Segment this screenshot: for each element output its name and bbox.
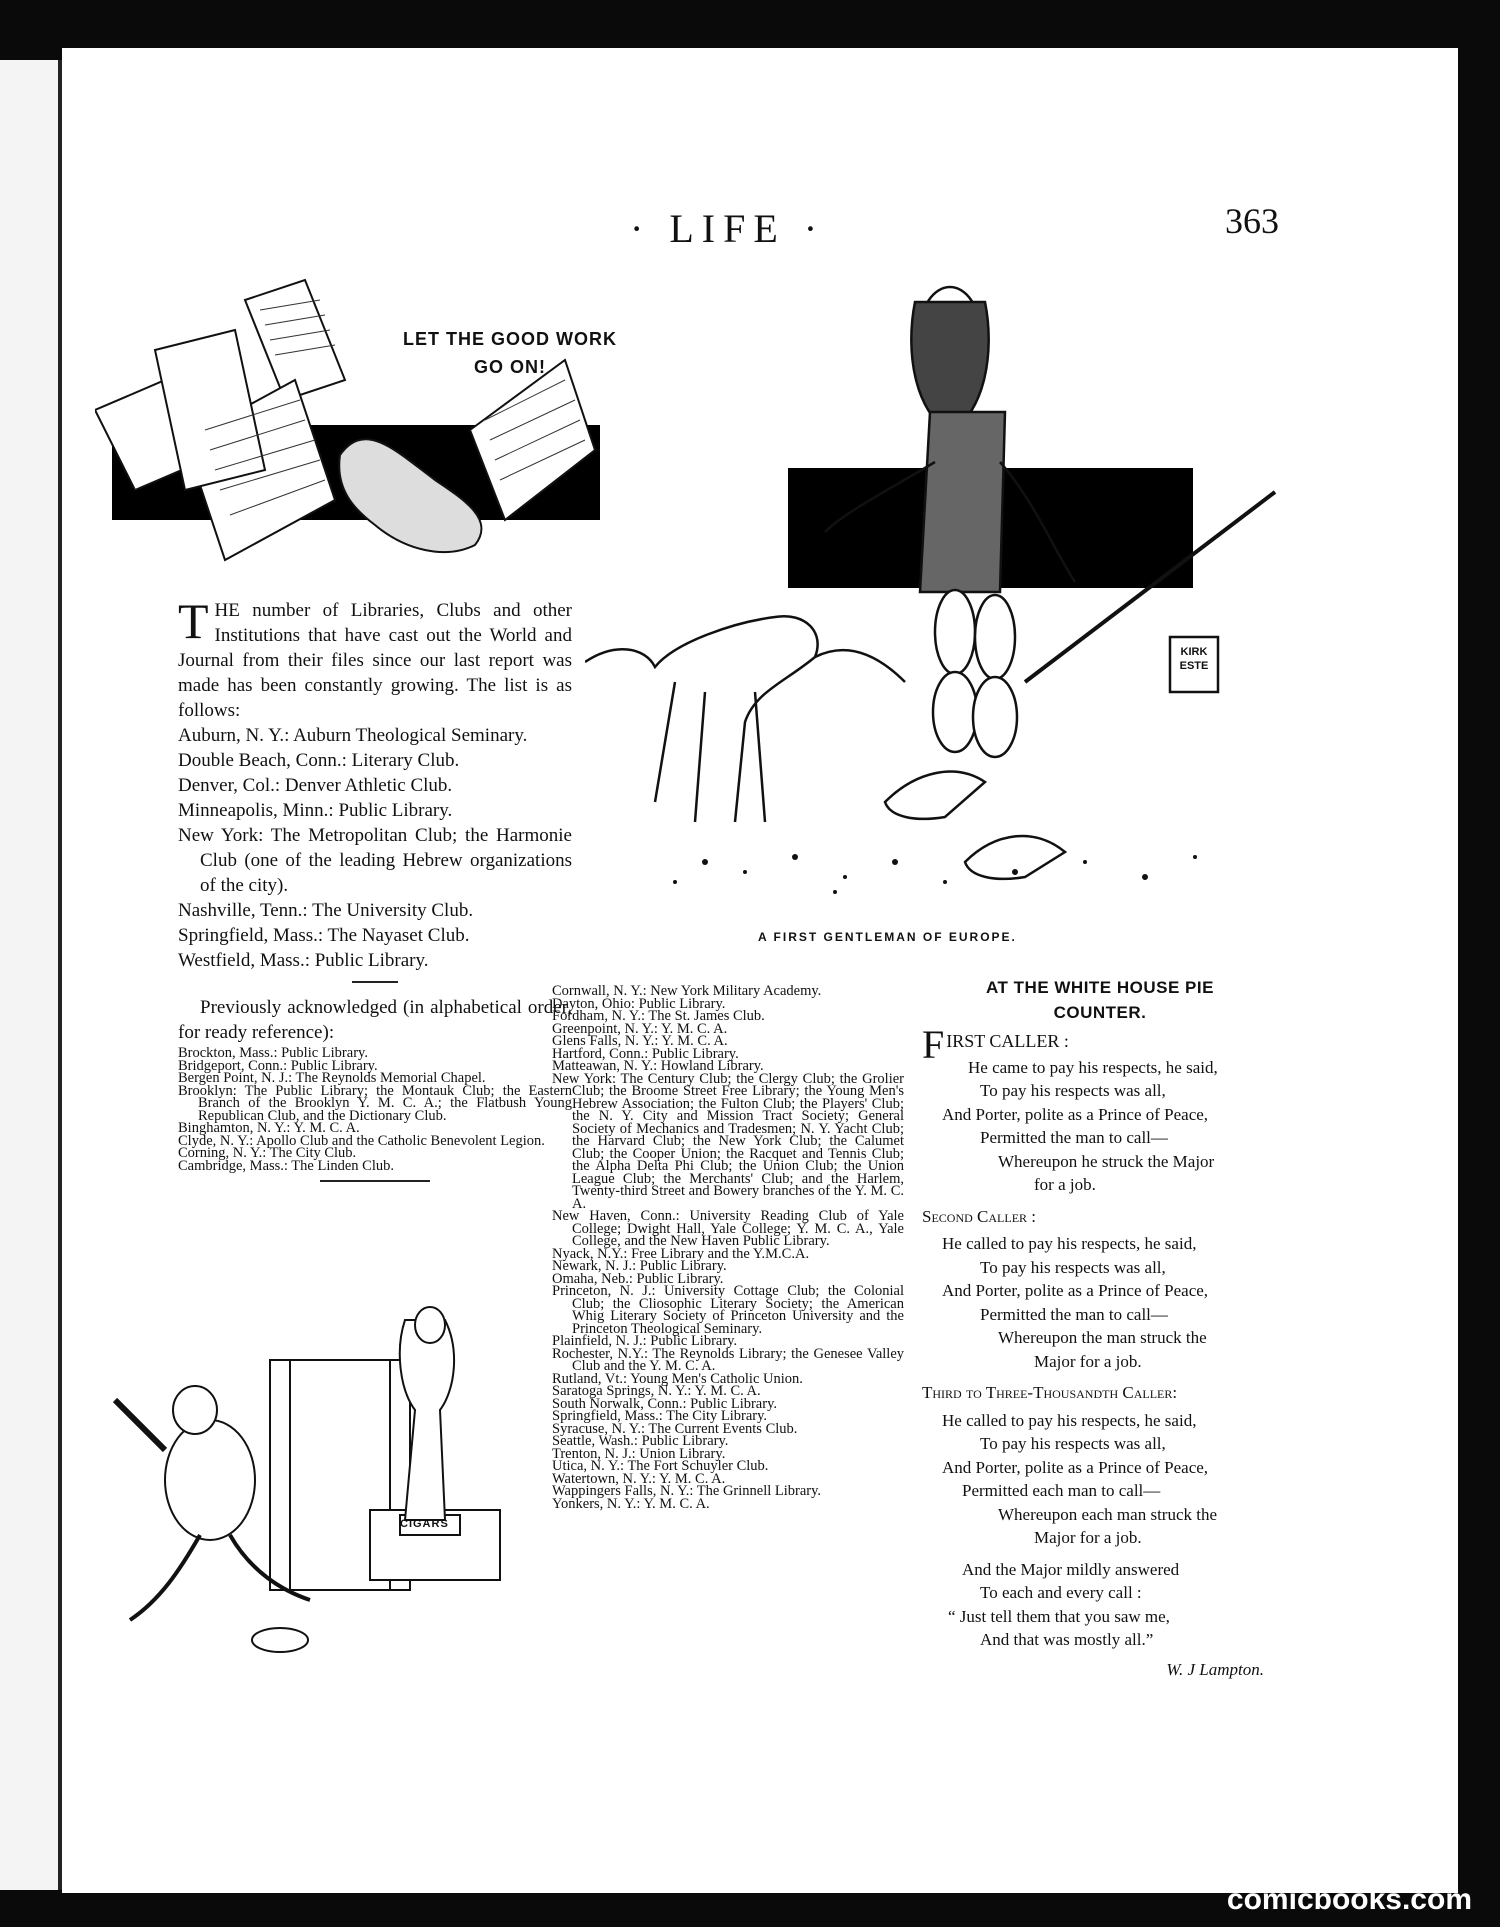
list-item: New York: The Metropolitan Club; the Harmonie Club (one of the leading Hebrew organizations of the city).	[178, 825, 572, 896]
cigars-box-label: CIGARS	[400, 1518, 449, 1530]
list-item: Utica, N. Y.: The Fort Schuyler Club.	[552, 1458, 769, 1474]
poem-line: And that was mostly all.”	[980, 1630, 1154, 1649]
poem-line: And the Major mildly answered	[962, 1559, 1180, 1579]
poem-title-line2: COUNTER.	[1053, 1003, 1147, 1022]
list-item: Springfield, Mass.: The Nayaset Club.	[178, 925, 470, 946]
poem-line: And Porter, polite as a Prince of Peace,	[942, 1281, 1209, 1300]
poem-line: To pay his respects was all,	[980, 1434, 1166, 1453]
list-item: Bergen Point, N. J.: The Reynolds Memorial Chapel.	[178, 1070, 486, 1086]
cartoon-caption: A FIRST GENTLEMAN OF EUROPE.	[758, 930, 1017, 944]
article-heading-line2: GO ON!	[474, 357, 546, 377]
poem-signature: W. J Lampton.	[1166, 1659, 1264, 1679]
poem-line: To pay his respects was all,	[980, 1081, 1166, 1100]
page-number: 363	[1225, 201, 1279, 241]
list-item: Double Beach, Conn.: Literary Club.	[178, 750, 460, 771]
previous-list-col2	[552, 985, 904, 1510]
watermark: comicbooks.com	[1226, 1883, 1472, 1916]
poem-line: He called to pay his respects, he said,	[942, 1234, 1197, 1253]
poem-line: He called to pay his respects, he said,	[942, 1410, 1197, 1430]
poem-line: Major for a job.	[1034, 1351, 1142, 1371]
list-item: Bridgeport, Conn.: Public Library.	[178, 1057, 378, 1074]
article-intro-text: HE number of Libraries, Clubs and other Institutions that have cast out the World and Journal from their files since our last report was made has been constantly growing. The list is as follows:	[178, 600, 572, 721]
article-heading-line1: LET THE GOOD WORK	[403, 329, 617, 349]
poem-line: Major for a job.	[1034, 1528, 1142, 1547]
first-gentleman-illustration	[585, 262, 1285, 922]
list-item: Denver, Col.: Denver Athletic Club.	[178, 775, 453, 796]
poem-title	[950, 975, 1250, 1025]
previous-list-col1	[178, 1047, 572, 1172]
poem-title-line1: AT THE WHITE HOUSE PIE	[986, 978, 1214, 997]
article-intro	[178, 593, 572, 723]
running-head: · LIFE ·	[630, 206, 826, 251]
institution-list	[178, 723, 572, 973]
list-item: Brockton, Mass.: Public Library.	[178, 1045, 368, 1061]
list-item: South Norwalk, Conn.: Public Library.	[552, 1395, 777, 1412]
list-item: Nyack, N.Y.: Free Library and the Y.M.C.A.	[552, 1245, 810, 1262]
second-caller-label: Second Caller :	[922, 1206, 1037, 1226]
list-item: Yonkers, N. Y.: Y. M. C. A.	[552, 1495, 710, 1512]
poem-line: Permitted each man to call—	[962, 1481, 1161, 1500]
poem-line: Permitted the man to call—	[980, 1128, 1168, 1147]
list-item: Hartford, Conn.: Public Library.	[552, 1045, 739, 1062]
list-item: Cornwall, N. Y.: New York Military Academy.	[552, 983, 822, 999]
poem-drop-cap: F	[922, 1022, 945, 1067]
list-item: Watertown, N. Y.: Y. M. C. A.	[552, 1470, 726, 1487]
list-item: Minneapolis, Minn.: Public Library.	[178, 800, 453, 821]
list-item: Clyde, N. Y.: Apollo Club and the Catholic Benevolent Legion.	[178, 1132, 545, 1149]
list-item: Dayton, Ohio: Public Library.	[552, 995, 726, 1012]
facing-page-edge	[0, 60, 62, 1890]
newspapers-boot-illustration	[95, 270, 615, 590]
section-divider	[352, 981, 398, 983]
list-item: Newark, N. J.: Public Library.	[552, 1258, 727, 1274]
previously-acknowledged: Previously acknowledged (in alphabetical order, for ready reference):	[178, 997, 572, 1043]
poem-line: Permitted the man to call—	[980, 1304, 1168, 1324]
poem-line: Whereupon he struck the Major	[998, 1151, 1215, 1171]
cigar-store-illustration	[100, 1300, 530, 1690]
list-item: Matteawan, N. Y.: Howland Library.	[552, 1058, 764, 1074]
poem-line: “ Just tell them that you saw me,	[948, 1606, 1170, 1626]
poem-line: To pay his respects was all,	[980, 1257, 1166, 1277]
list-item: Wappingers Falls, N. Y.: The Grinnell Library.	[552, 1483, 822, 1499]
list-item: Saratoga Springs, N. Y.: Y. M. C. A.	[552, 1383, 761, 1399]
poem-line: He came to pay his respects, he said,	[968, 1057, 1218, 1077]
poem-line: for a job.	[1034, 1175, 1096, 1194]
drop-cap: T	[178, 593, 209, 649]
poem-body	[922, 1022, 1282, 1681]
list-item: Binghamton, N. Y.: Y. M. C. A.	[178, 1120, 360, 1136]
list-item: Omaha, Neb.: Public Library.	[552, 1270, 724, 1287]
list-item: Rochester, N.Y.: The Reynolds Library; the Genesee Valley Club and the Y. M. C. A.	[552, 1345, 904, 1374]
list-item: Trenton, N. J.: Union Library.	[552, 1445, 726, 1462]
list-item: Springfield, Mass.: The City Library.	[552, 1408, 768, 1424]
article-column	[178, 593, 572, 1194]
list-item: Glens Falls, N. Y.: Y. M. C. A.	[552, 1033, 728, 1049]
list-item: Greenpoint, N. Y.: Y. M. C. A.	[552, 1020, 728, 1037]
list-item: Cambridge, Mass.: The Linden Club.	[178, 1157, 394, 1174]
poem-line: To each and every call :	[980, 1583, 1142, 1602]
list-item: Fordham, N. Y.: The St. James Club.	[552, 1008, 765, 1024]
list-item: Corning, N. Y.: The City Club.	[178, 1145, 357, 1161]
list-item: Princeton, N. J.: University Cottage Club; the Colonial Club; the Cliosophic Literary Society; the American Whig Literary Society of Princeton University and the Princeton Theological Seminary.	[552, 1283, 904, 1337]
poem-line: And Porter, polite as a Prince of Peace,	[942, 1457, 1209, 1477]
poem-line: And Porter, polite as a Prince of Peace,	[942, 1104, 1209, 1124]
list-item: Rutland, Vt.: Young Men's Catholic Union.	[552, 1370, 803, 1387]
list-item: Brooklyn: The Public Library; the Montauk Club; the Eastern Branch of the Brooklyn Y. M. C. A.; the Flatbush Young Republican Club, and the Dictionary Club.	[178, 1082, 572, 1124]
third-caller-label: Third to Three-Thousandth Caller:	[922, 1383, 1178, 1402]
list-item: Nashville, Tenn.: The University Club.	[178, 900, 474, 921]
list-item: Westfield, Mass.: Public Library.	[178, 950, 429, 971]
list-item: Seattle, Wash.: Public Library.	[552, 1433, 729, 1449]
first-caller-label: IRST CALLER :	[946, 1031, 1069, 1051]
section-divider	[320, 1180, 430, 1182]
list-item: Auburn, N. Y.: Auburn Theological Seminary.	[178, 725, 528, 746]
poem-line: Whereupon the man struck the	[998, 1328, 1207, 1347]
list-item: Plainfield, N. J.: Public Library.	[552, 1333, 738, 1349]
list-item: New York: The Century Club; the Clergy Club; the Grolier Club; the Broome Street Free Library; the Young Men's Hebrew Association; the Fulton Club; the Players' Club; the N. Y. City and Mission Tract Society; General Society of Mechanics and Tradesmen; N. Y. Yacht Club; the Harvard Club; the New York Club; the Calumet Club; the Cooper Union; the Racquet and Tennis Club; the Alpha Delta Phi Club; the Union Club; the Union League Club; the Merchants' Club; and the Harlem, Twenty-third Street and Bowery branches of the Y. M. C. A.	[552, 1070, 904, 1212]
list-item: Syracuse, N. Y.: The Current Events Club.	[552, 1420, 798, 1437]
list-item: New Haven, Conn.: University Reading Club of Yale College; Dwight Hall, Yale College; Y. M. C. A., Yale College, and the New Haven Public Library.	[552, 1208, 904, 1249]
artist-mark: KIRK ESTE	[1179, 646, 1209, 672]
poem-line: Whereupon each man struck the	[998, 1504, 1218, 1524]
